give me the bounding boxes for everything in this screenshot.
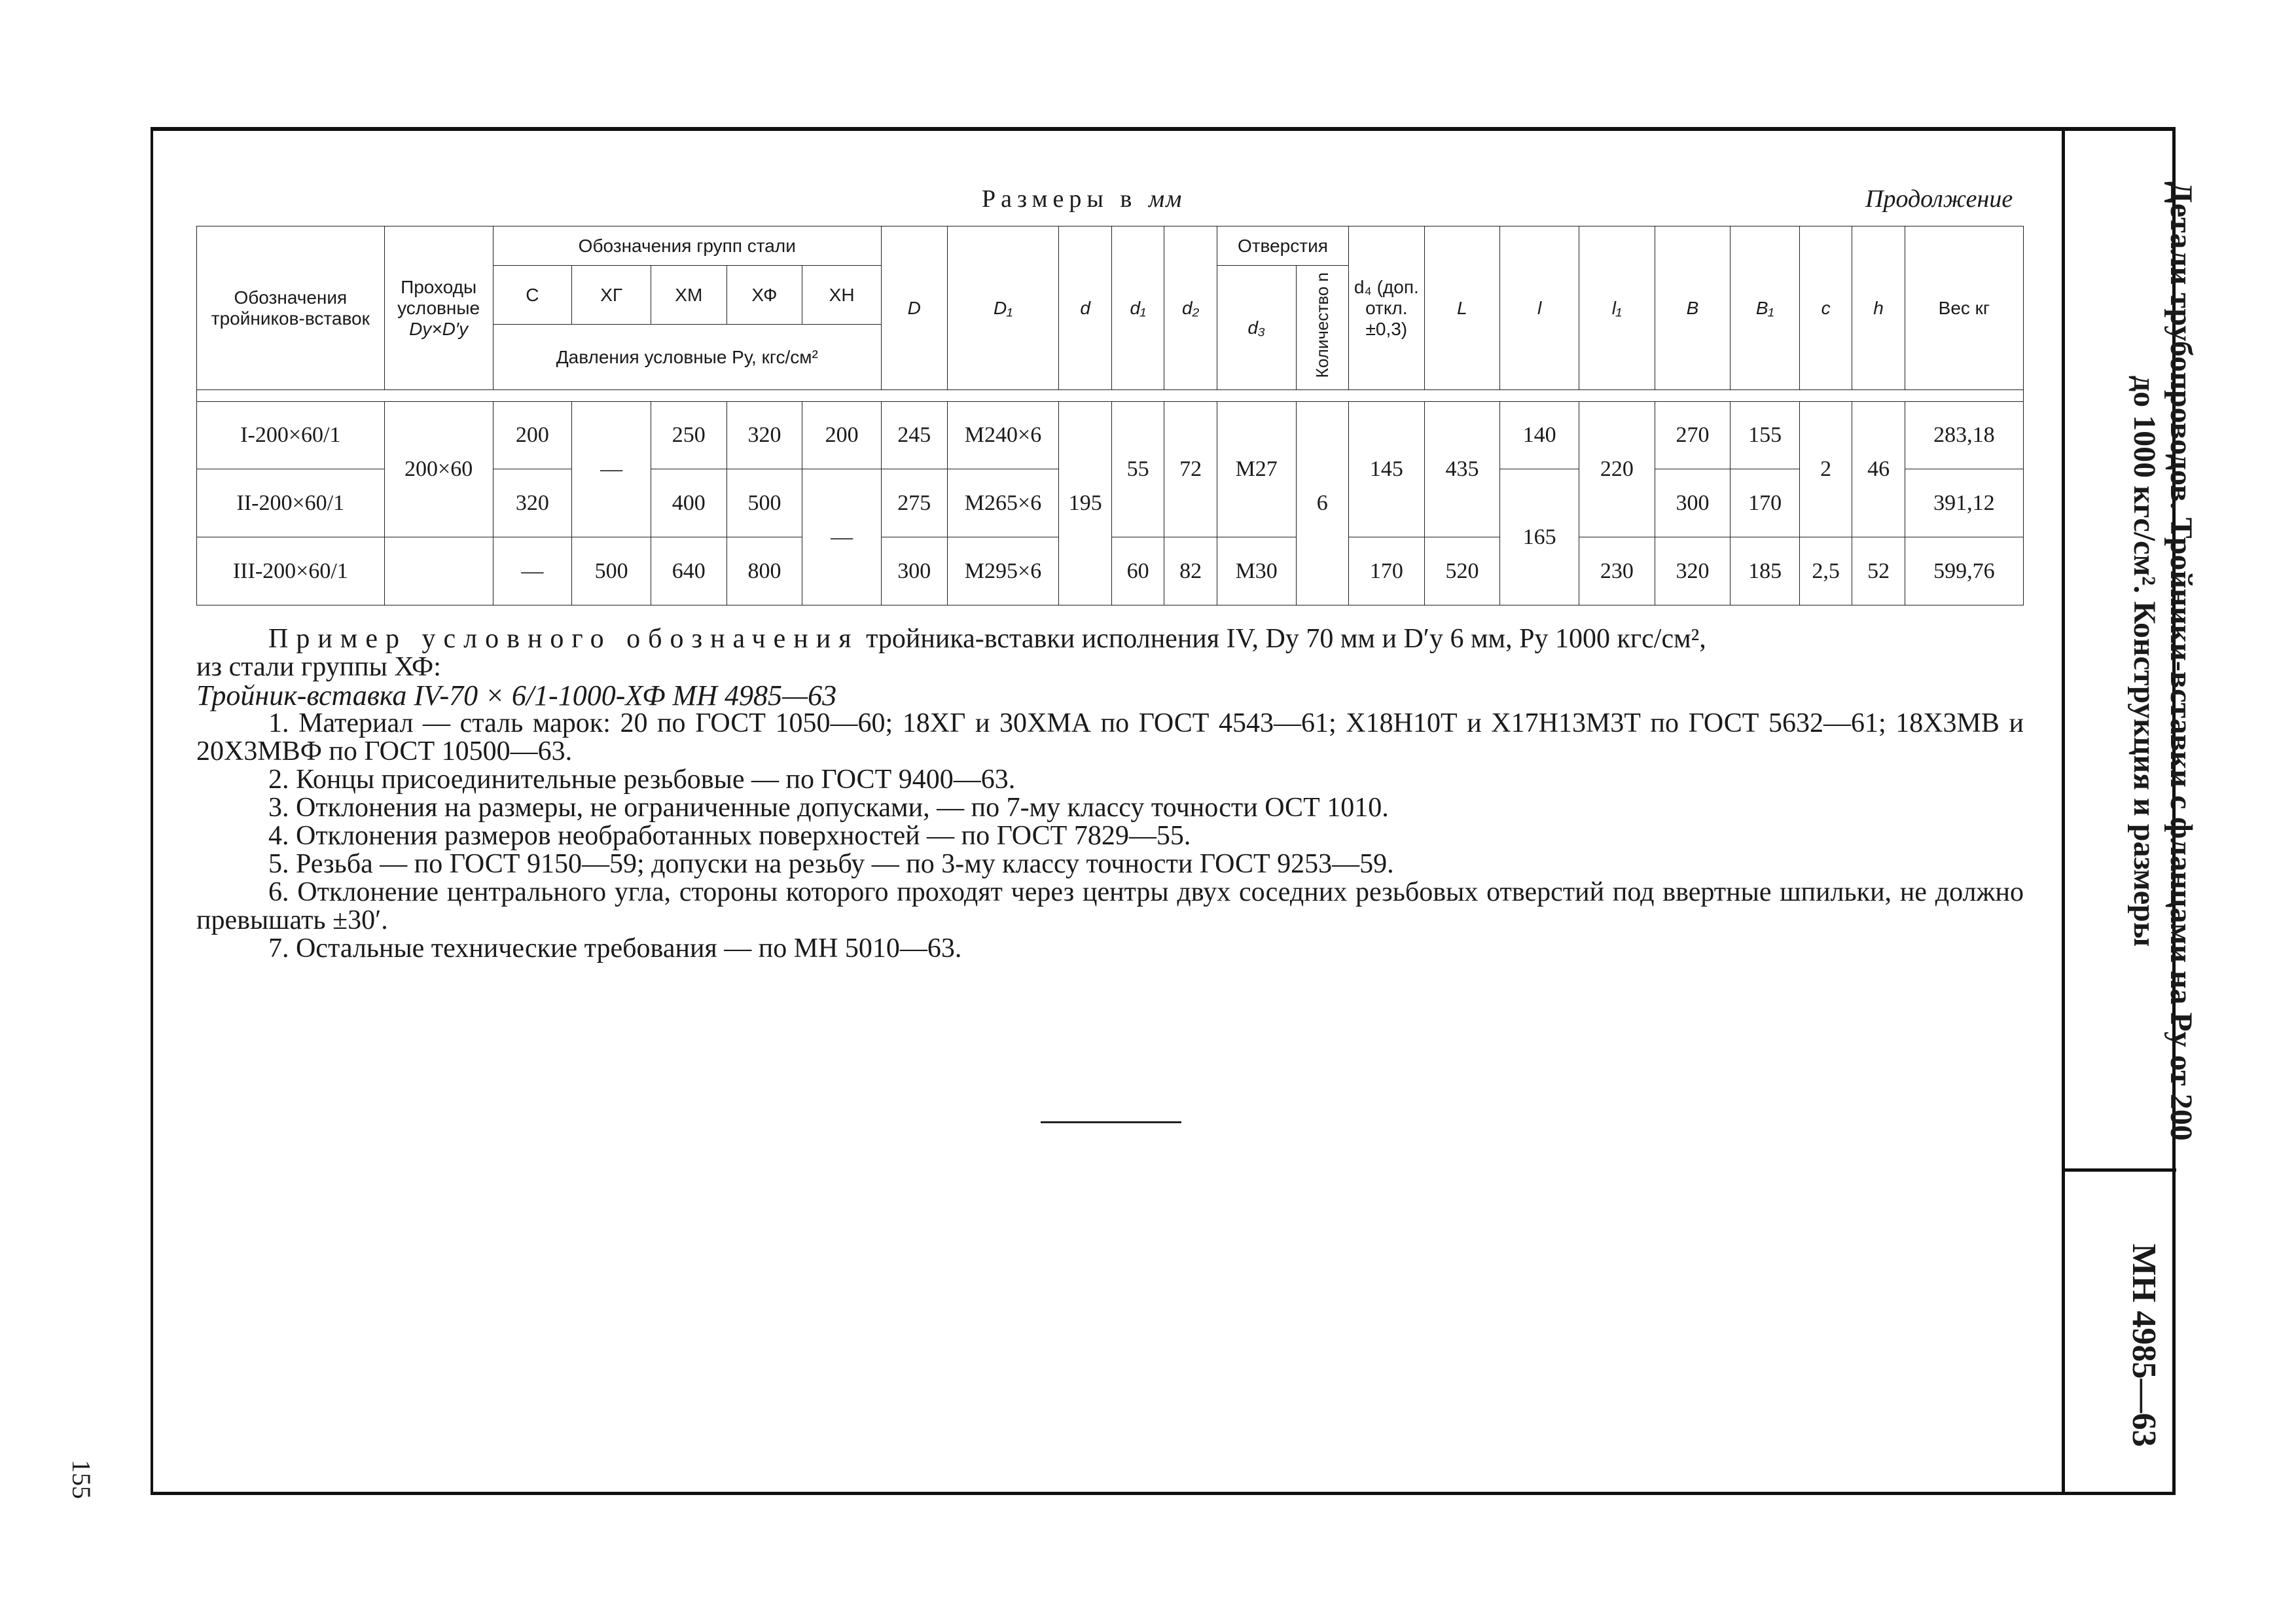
group-hn: ХН [802, 266, 882, 325]
page-number: 155 [67, 1460, 96, 1499]
standard-code: МН 4985—63 [2125, 1244, 2162, 1447]
sidebar-cut-line [2065, 1168, 2176, 1172]
table-cell: 60 [1111, 537, 1164, 605]
table-cell: 46 [1852, 401, 1905, 537]
example-paragraph: Пример условного обозначения тройника-вставки исполнения IV, Dу 70 мм и D′у 6 мм, Pу 1000 кгс/см², [268, 624, 1706, 654]
table-cell: 500 [572, 537, 651, 605]
note-5: 5. Резьба — по ГОСТ 9150—59; допуски на резьбу — по 3-му классу точности ГОСТ 9253—59. [268, 849, 1394, 879]
note-1: 1. Материал — сталь марок: 20 по ГОСТ 1050—60; 18ХГ и 30ХМА по ГОСТ 4543—61; Х18Н10Т и Х17Н13М3Т по ГОСТ 5632—61; 18Х3МВ и 20Х3МВФ по ГОСТ 10500—63. [196, 708, 2024, 767]
header-passages: Проходы условные Dу×D′у [384, 226, 493, 390]
table-cell: 320 [1655, 537, 1731, 605]
table-cell: 140 [1500, 401, 1579, 469]
table-cell: 320 [493, 469, 572, 537]
header-d2: d₂ [1164, 226, 1217, 390]
table-cell: 200 [802, 401, 882, 469]
table-cell: М265×6 [947, 469, 1059, 537]
header-d3: d₃ [1217, 266, 1296, 390]
table-cell: 145 [1348, 401, 1424, 537]
note-3: 3. Отклонения на размеры, не ограниченные допусками, — по 7-му классу точности ОСТ 1010. [268, 793, 1389, 823]
end-rule [1041, 1121, 1181, 1123]
table-cell: 52 [1852, 537, 1905, 605]
dimensions-table [196, 226, 2024, 605]
table-cell: II-200×60/1 [197, 469, 385, 537]
note-7: 7. Остальные технические требования — по МН 5010—63. [268, 933, 962, 964]
note-2: 2. Концы присоединительные резьбовые — по ГОСТ 9400—63. [268, 765, 1016, 795]
table-cell [384, 537, 493, 605]
table-cell: М240×6 [947, 401, 1059, 469]
table-cell: 275 [881, 469, 947, 537]
header-B1: B₁ [1731, 226, 1800, 390]
table-cell: 270 [1655, 401, 1731, 469]
header-weight: Вес кг [1905, 226, 2023, 390]
table-cell: 55 [1111, 401, 1164, 537]
header-c: c [1799, 226, 1852, 390]
table-cell: 500 [726, 469, 802, 537]
table-cell: 300 [881, 537, 947, 605]
table-caption [982, 185, 1183, 213]
group-hg: ХГ [572, 266, 651, 325]
table-cell: 6 [1296, 401, 1348, 605]
table-cell: 245 [881, 401, 947, 469]
header-D1: D₁ [947, 226, 1059, 390]
table-cell: 300 [1655, 469, 1731, 537]
table-cell: 2,5 [1799, 537, 1852, 605]
header-d: d [1059, 226, 1111, 390]
caption-sizes: Размеры в [982, 185, 1138, 213]
body-text [196, 625, 2024, 963]
table-cell: 220 [1579, 401, 1655, 537]
group-hf: ХФ [726, 266, 802, 325]
table-cell [197, 390, 2024, 402]
group-c: С [493, 266, 572, 325]
table-cell: 435 [1424, 401, 1500, 537]
header-qty: Количество n [1296, 266, 1348, 390]
table-cell: М295×6 [947, 537, 1059, 605]
table-cell: 200 [493, 401, 572, 469]
table-cell: 165 [1500, 469, 1579, 605]
table-cell: М30 [1217, 537, 1296, 605]
header-designation: Обозначения тройников-вставок [197, 226, 385, 390]
note-4: 4. Отклонения размеров необработанных поверхностей — по ГОСТ 7829—55. [268, 821, 1191, 851]
table-cell: — [493, 537, 572, 605]
header-h: h [1852, 226, 1905, 390]
table-cell: 320 [726, 401, 802, 469]
table-cell: 640 [651, 537, 726, 605]
table-cell: 283,18 [1905, 401, 2023, 469]
table-cell: 170 [1731, 469, 1800, 537]
table-cell: 250 [651, 401, 726, 469]
table-cell: III-200×60/1 [197, 537, 385, 605]
caption-units: мм [1148, 185, 1183, 213]
table-cell: 520 [1424, 537, 1500, 605]
caption-continuation: Продолжение [1865, 185, 2013, 213]
header-d4: d₄ (доп. откл. ±0,3) [1348, 226, 1424, 390]
table-cell: 391,12 [1905, 469, 2023, 537]
header-B: B [1655, 226, 1731, 390]
table-cell: 82 [1164, 537, 1217, 605]
table-cell: — [802, 469, 882, 605]
table-cell: 170 [1348, 537, 1424, 605]
standard-title: Детали трубопроводов. Тройники-вставки с фланцами на Pу от 200 до 1000 кгс/см². Конструкция и размеры [2127, 181, 2198, 1141]
table-cell: 400 [651, 469, 726, 537]
table-cell: — [572, 401, 651, 537]
table-cell: 155 [1731, 401, 1800, 469]
table-cell: 195 [1059, 401, 1111, 605]
header-D: D [881, 226, 947, 390]
header-d1: d₁ [1111, 226, 1164, 390]
table-cell: М27 [1217, 401, 1296, 537]
table-row [197, 401, 2024, 469]
table-cell: 599,76 [1905, 537, 2023, 605]
header-steel-groups: Обозначения групп стали [493, 226, 881, 266]
table-cell: 200×60 [384, 401, 493, 537]
header-l1: l₁ [1579, 226, 1655, 390]
note-6: 6. Отклонение центрального угла, стороны которого проходят через центры двух соседних резьбовых отверстий под ввертные шпильки, не должно превышать ±30′. [196, 877, 2024, 935]
table-cell: 2 [1799, 401, 1852, 537]
header-pressure: Давления условные Pу, кгс/см² [493, 325, 881, 390]
example-designation: Тройник-вставка IV-70 × 6/1-1000-ХФ МН 4985—63 [196, 679, 837, 712]
table-cell: 72 [1164, 401, 1217, 537]
example-continuation: из стали группы ХФ: [196, 652, 441, 682]
table-cell: I-200×60/1 [197, 401, 385, 469]
table-cell: 800 [726, 537, 802, 605]
table-cell: 185 [1731, 537, 1800, 605]
header-L: L [1424, 226, 1500, 390]
header-holes: Отверстия [1217, 226, 1348, 266]
table-cell: 230 [1579, 537, 1655, 605]
group-hm: ХМ [651, 266, 726, 325]
header-l: l [1500, 226, 1579, 390]
